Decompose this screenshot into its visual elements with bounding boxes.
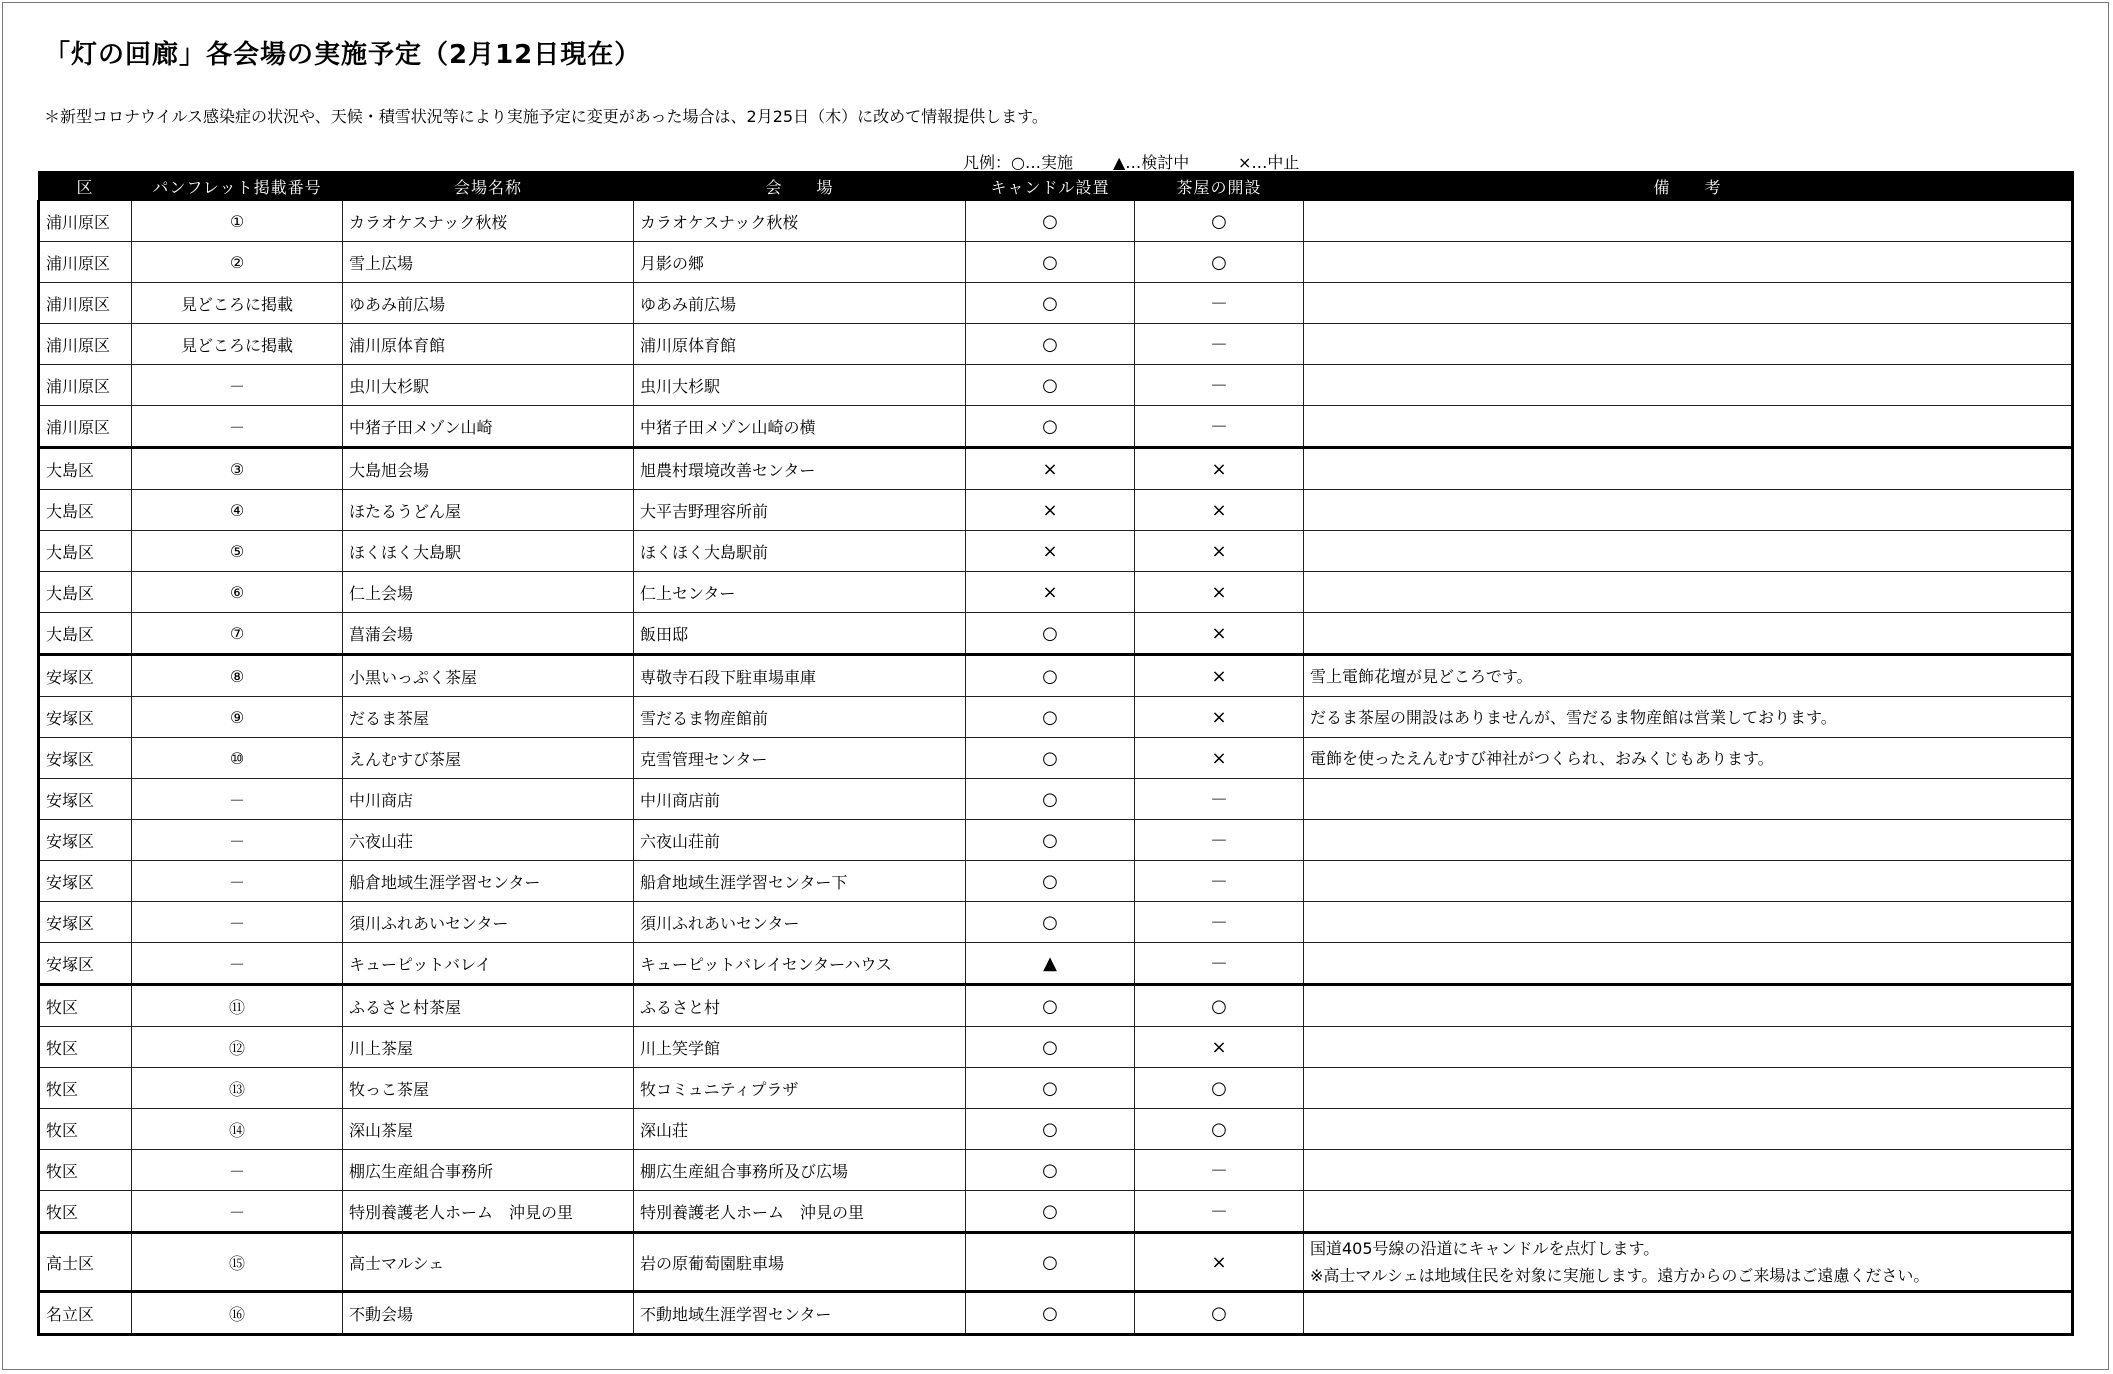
remarks-cell	[1304, 531, 2073, 572]
remarks-cell	[1304, 1027, 2073, 1068]
header-pamphlet-no: パンフレット掲載番号	[132, 172, 343, 201]
candle-status-cell: ○	[966, 1292, 1135, 1335]
pamphlet-no-cell: －	[132, 365, 343, 406]
candle-status-cell: ○	[966, 902, 1135, 943]
remarks-cell	[1304, 283, 2073, 324]
venue-name-cell: ほたるうどん屋	[343, 490, 634, 531]
teahouse-status-cell: ×	[1135, 655, 1304, 697]
page-title: 「灯の回廊」各会場の実施予定（2月12日現在）	[44, 40, 642, 70]
pamphlet-no-cell: －	[132, 779, 343, 820]
table-row	[39, 324, 2073, 365]
district-cell: 牧区	[39, 1068, 132, 1109]
remarks-cell	[1304, 820, 2073, 861]
candle-status-cell: ○	[966, 406, 1135, 448]
remarks-cell	[1304, 1191, 2073, 1233]
table-row	[39, 531, 2073, 572]
remarks-line: だるま茶屋の開設はありませんが、雪だるま物産館は営業しております。	[1310, 707, 1837, 727]
remarks-cell	[1304, 779, 2073, 820]
venue-cell: 岩の原葡萄園駐車場	[634, 1233, 966, 1292]
district-cell: 浦川原区	[39, 283, 132, 324]
venue-name-cell: ほくほく大島駅	[343, 531, 634, 572]
teahouse-status-cell: ×	[1135, 1027, 1304, 1068]
remarks-cell	[1304, 861, 2073, 902]
header-candle: キャンドル設置	[966, 172, 1135, 201]
venue-cell: 浦川原体育館	[634, 324, 966, 365]
teahouse-status-cell: －	[1135, 324, 1304, 365]
district-cell: 牧区	[39, 985, 132, 1027]
venue-name-cell: 六夜山荘	[343, 820, 634, 861]
venue-cell: 専敬寺石段下駐車場車庫	[634, 655, 966, 697]
pamphlet-no-cell: ⑨	[132, 697, 343, 738]
teahouse-status-cell: －	[1135, 861, 1304, 902]
pamphlet-no-cell: ④	[132, 490, 343, 531]
table-row	[39, 861, 2073, 902]
district-cell: 安塚区	[39, 902, 132, 943]
venue-name-cell: 雪上広場	[343, 242, 634, 283]
pamphlet-no-cell: 見どころに掲載	[132, 324, 343, 365]
candle-status-cell: ○	[966, 1150, 1135, 1191]
remarks-cell	[1304, 985, 2073, 1027]
table-row	[39, 1233, 2073, 1292]
candle-status-cell: ○	[966, 861, 1135, 902]
venue-name-cell: 仁上会場	[343, 572, 634, 613]
header-venue: 会 場	[634, 172, 966, 201]
district-cell: 牧区	[39, 1150, 132, 1191]
district-cell: 名立区	[39, 1292, 132, 1335]
remarks-cell	[1304, 1150, 2073, 1191]
legend-cancelled: ×…中止	[1238, 153, 1300, 172]
venue-name-cell: 特別養護老人ホーム 沖見の里	[343, 1191, 634, 1233]
venue-cell: ふるさと村	[634, 985, 966, 1027]
venue-cell: 旭農村環境改善センター	[634, 448, 966, 490]
remarks-cell	[1304, 1068, 2073, 1109]
header-row	[39, 172, 2073, 201]
venue-name-cell: 中猪子田メゾン山崎	[343, 406, 634, 448]
candle-status-cell: ○	[966, 697, 1135, 738]
table-row	[39, 655, 2073, 697]
venue-name-cell: 須川ふれあいセンター	[343, 902, 634, 943]
district-cell: 大島区	[39, 613, 132, 655]
venue-name-cell: 虫川大杉駅	[343, 365, 634, 406]
venue-cell: 飯田邸	[634, 613, 966, 655]
teahouse-status-cell: ○	[1135, 1292, 1304, 1335]
remarks-cell	[1304, 406, 2073, 448]
legend	[963, 150, 1299, 173]
candle-status-cell: ○	[966, 242, 1135, 283]
header-ku: 区	[39, 172, 132, 201]
pamphlet-no-cell: ⑤	[132, 531, 343, 572]
remarks-line: 国道405号線の沿道にキャンドルを点灯します。	[1310, 1239, 1660, 1258]
district-cell: 大島区	[39, 448, 132, 490]
teahouse-status-cell: ×	[1135, 572, 1304, 613]
venue-cell: 中猪子田メゾン山崎の横	[634, 406, 966, 448]
district-cell: 安塚区	[39, 861, 132, 902]
district-cell: 浦川原区	[39, 365, 132, 406]
schedule-table	[37, 171, 2074, 1336]
pamphlet-no-cell: ②	[132, 242, 343, 283]
candle-status-cell: ○	[966, 1191, 1135, 1233]
pamphlet-no-cell: －	[132, 943, 343, 985]
teahouse-status-cell: ○	[1135, 242, 1304, 283]
teahouse-status-cell: －	[1135, 779, 1304, 820]
table-row	[39, 985, 2073, 1027]
venue-cell: ゆあみ前広場	[634, 283, 966, 324]
remarks-cell	[1304, 1109, 2073, 1150]
teahouse-status-cell: －	[1135, 943, 1304, 985]
remarks-line: ※高士マルシェは地域住民を対象に実施します。遠方からのご来場はご遠慮ください。	[1310, 1266, 1930, 1285]
pamphlet-no-cell: ⑬	[132, 1068, 343, 1109]
remarks-line: 雪上電飾花壇が見どころです。	[1310, 666, 1533, 686]
candle-status-cell: ○	[966, 283, 1135, 324]
teahouse-status-cell: ○	[1135, 1068, 1304, 1109]
venue-name-cell: 深山茶屋	[343, 1109, 634, 1150]
pamphlet-no-cell: ⑫	[132, 1027, 343, 1068]
table-row	[39, 613, 2073, 655]
remarks-cell	[1304, 1292, 2073, 1335]
pamphlet-no-cell: ⑦	[132, 613, 343, 655]
venue-name-cell: だるま茶屋	[343, 697, 634, 738]
header-venue-name: 会場名称	[343, 172, 634, 201]
venue-name-cell: 大島旭会場	[343, 448, 634, 490]
district-cell: 安塚区	[39, 655, 132, 697]
venue-name-cell: 菖蒲会場	[343, 613, 634, 655]
district-cell: 浦川原区	[39, 242, 132, 283]
pamphlet-no-cell: ⑪	[132, 985, 343, 1027]
candle-status-cell: ×	[966, 572, 1135, 613]
pamphlet-no-cell: ⑥	[132, 572, 343, 613]
pamphlet-no-cell: －	[132, 1150, 343, 1191]
teahouse-status-cell: ×	[1135, 448, 1304, 490]
remarks-cell	[1304, 1233, 2073, 1292]
table-row	[39, 201, 2073, 242]
district-cell: 大島区	[39, 490, 132, 531]
district-cell: 浦川原区	[39, 201, 132, 242]
remarks-cell	[1304, 448, 2073, 490]
candle-status-cell: ○	[966, 613, 1135, 655]
table-row	[39, 820, 2073, 861]
venue-name-cell: 中川商店	[343, 779, 634, 820]
pamphlet-no-cell: －	[132, 861, 343, 902]
venue-cell: 棚広生産組合事務所及び広場	[634, 1150, 966, 1191]
venue-cell: 特別養護老人ホーム 沖見の里	[634, 1191, 966, 1233]
remarks-cell	[1304, 697, 2073, 738]
pamphlet-no-cell: －	[132, 1191, 343, 1233]
venue-cell: カラオケスナック秋桜	[634, 201, 966, 242]
teahouse-status-cell: ○	[1135, 985, 1304, 1027]
district-cell: 安塚区	[39, 820, 132, 861]
teahouse-status-cell: ○	[1135, 201, 1304, 242]
venue-name-cell: 川上茶屋	[343, 1027, 634, 1068]
district-cell: 牧区	[39, 1027, 132, 1068]
candle-status-cell: ○	[966, 985, 1135, 1027]
venue-name-cell: 浦川原体育館	[343, 324, 634, 365]
teahouse-status-cell: ×	[1135, 738, 1304, 779]
venue-cell: 仁上センター	[634, 572, 966, 613]
pamphlet-no-cell: －	[132, 820, 343, 861]
teahouse-status-cell: ×	[1135, 613, 1304, 655]
header-teahouse: 茶屋の開設	[1135, 172, 1304, 201]
notice-text: ＊新型コロナウイルス感染症の状況や、天候・積雪状況等により実施予定に変更があった場合は、2月25日（木）に改めて情報提供します。	[44, 107, 1048, 126]
teahouse-status-cell: ○	[1135, 1109, 1304, 1150]
venue-cell: 須川ふれあいセンター	[634, 902, 966, 943]
table-row	[39, 943, 2073, 985]
venue-name-cell: 棚広生産組合事務所	[343, 1150, 634, 1191]
venue-cell: 月影の郷	[634, 242, 966, 283]
candle-status-cell: ○	[966, 820, 1135, 861]
table-row	[39, 283, 2073, 324]
district-cell: 牧区	[39, 1109, 132, 1150]
table-row	[39, 1191, 2073, 1233]
table-body	[39, 201, 2073, 1335]
pamphlet-no-cell: 見どころに掲載	[132, 283, 343, 324]
table-row	[39, 1150, 2073, 1191]
district-cell: 安塚区	[39, 697, 132, 738]
venue-cell: ほくほく大島駅前	[634, 531, 966, 572]
remarks-cell	[1304, 655, 2073, 697]
candle-status-cell: ×	[966, 448, 1135, 490]
candle-status-cell: ○	[966, 738, 1135, 779]
table-row	[39, 365, 2073, 406]
header-remarks: 備 考	[1304, 172, 2073, 201]
remarks-cell	[1304, 613, 2073, 655]
remarks-cell	[1304, 201, 2073, 242]
table-row	[39, 1027, 2073, 1068]
pamphlet-no-cell: －	[132, 406, 343, 448]
venue-cell: 牧コミュニティプラザ	[634, 1068, 966, 1109]
candle-status-cell: ○	[966, 1109, 1135, 1150]
venue-cell: 虫川大杉駅	[634, 365, 966, 406]
remarks-cell	[1304, 943, 2073, 985]
candle-status-cell: ×	[966, 531, 1135, 572]
district-cell: 安塚区	[39, 738, 132, 779]
pamphlet-no-cell: －	[132, 902, 343, 943]
table-row	[39, 448, 2073, 490]
remarks-cell	[1304, 365, 2073, 406]
table-row	[39, 490, 2073, 531]
pamphlet-no-cell: ⑮	[132, 1233, 343, 1292]
table-row	[39, 572, 2073, 613]
venue-name-cell: 小黒いっぷく茶屋	[343, 655, 634, 697]
teahouse-status-cell: ×	[1135, 531, 1304, 572]
venue-cell: 大平吉野理容所前	[634, 490, 966, 531]
pamphlet-no-cell: ⑯	[132, 1292, 343, 1335]
remarks-line: 電飾を使ったえんむすび神社がつくられ、おみくじもあります。	[1310, 748, 1774, 768]
venue-name-cell: 船倉地域生涯学習センター	[343, 861, 634, 902]
venue-cell: 中川商店前	[634, 779, 966, 820]
venue-name-cell: キューピットバレイ	[343, 943, 634, 985]
venue-cell: キューピットバレイセンターハウス	[634, 943, 966, 985]
teahouse-status-cell: ×	[1135, 490, 1304, 531]
candle-status-cell: ○	[966, 365, 1135, 406]
table-row	[39, 902, 2073, 943]
teahouse-status-cell: －	[1135, 365, 1304, 406]
table-row	[39, 779, 2073, 820]
candle-status-cell: ○	[966, 1233, 1135, 1292]
district-cell: 安塚区	[39, 943, 132, 985]
remarks-cell	[1304, 324, 2073, 365]
teahouse-status-cell: －	[1135, 406, 1304, 448]
district-cell: 浦川原区	[39, 324, 132, 365]
teahouse-status-cell: －	[1135, 1150, 1304, 1191]
venue-cell: 深山荘	[634, 1109, 966, 1150]
pamphlet-no-cell: ③	[132, 448, 343, 490]
table-row	[39, 1068, 2073, 1109]
remarks-cell	[1304, 242, 2073, 283]
venue-name-cell: ゆあみ前広場	[343, 283, 634, 324]
teahouse-status-cell: ×	[1135, 1233, 1304, 1292]
venue-cell: 川上笑学館	[634, 1027, 966, 1068]
venue-cell: 克雪管理センター	[634, 738, 966, 779]
candle-status-cell: ○	[966, 201, 1135, 242]
legend-implemented: 凡例：○…実施	[963, 153, 1073, 172]
candle-status-cell: ○	[966, 1027, 1135, 1068]
teahouse-status-cell: －	[1135, 1191, 1304, 1233]
venue-name-cell: 牧っこ茶屋	[343, 1068, 634, 1109]
venue-name-cell: えんむすび茶屋	[343, 738, 634, 779]
pamphlet-no-cell: ⑧	[132, 655, 343, 697]
teahouse-status-cell: －	[1135, 283, 1304, 324]
venue-cell: 雪だるま物産館前	[634, 697, 966, 738]
table-row	[39, 697, 2073, 738]
table-row	[39, 242, 2073, 283]
remarks-cell	[1304, 738, 2073, 779]
pamphlet-no-cell: ①	[132, 201, 343, 242]
district-cell: 浦川原区	[39, 406, 132, 448]
candle-status-cell: ○	[966, 324, 1135, 365]
candle-status-cell: ×	[966, 490, 1135, 531]
venue-name-cell: 高士マルシェ	[343, 1233, 634, 1292]
remarks-cell	[1304, 490, 2073, 531]
venue-name-cell: カラオケスナック秋桜	[343, 201, 634, 242]
table-row	[39, 1292, 2073, 1335]
table-row	[39, 1109, 2073, 1150]
teahouse-status-cell: －	[1135, 902, 1304, 943]
district-cell: 安塚区	[39, 779, 132, 820]
candle-status-cell: ○	[966, 779, 1135, 820]
district-cell: 大島区	[39, 572, 132, 613]
candle-status-cell: ▲	[966, 943, 1135, 985]
teahouse-status-cell: －	[1135, 820, 1304, 861]
district-cell: 牧区	[39, 1191, 132, 1233]
remarks-cell	[1304, 572, 2073, 613]
table-row	[39, 406, 2073, 448]
candle-status-cell: ○	[966, 1068, 1135, 1109]
district-cell: 高士区	[39, 1233, 132, 1292]
pamphlet-no-cell: ⑩	[132, 738, 343, 779]
venue-cell: 不動地域生涯学習センター	[634, 1292, 966, 1335]
table-row	[39, 738, 2073, 779]
legend-considering: ▲…検討中	[1113, 153, 1190, 172]
pamphlet-no-cell: ⑭	[132, 1109, 343, 1150]
venue-name-cell: 不動会場	[343, 1292, 634, 1335]
venue-cell: 船倉地域生涯学習センター下	[634, 861, 966, 902]
remarks-cell	[1304, 902, 2073, 943]
venue-name-cell: ふるさと村茶屋	[343, 985, 634, 1027]
venue-cell: 六夜山荘前	[634, 820, 966, 861]
district-cell: 大島区	[39, 531, 132, 572]
teahouse-status-cell: ×	[1135, 697, 1304, 738]
candle-status-cell: ○	[966, 655, 1135, 697]
